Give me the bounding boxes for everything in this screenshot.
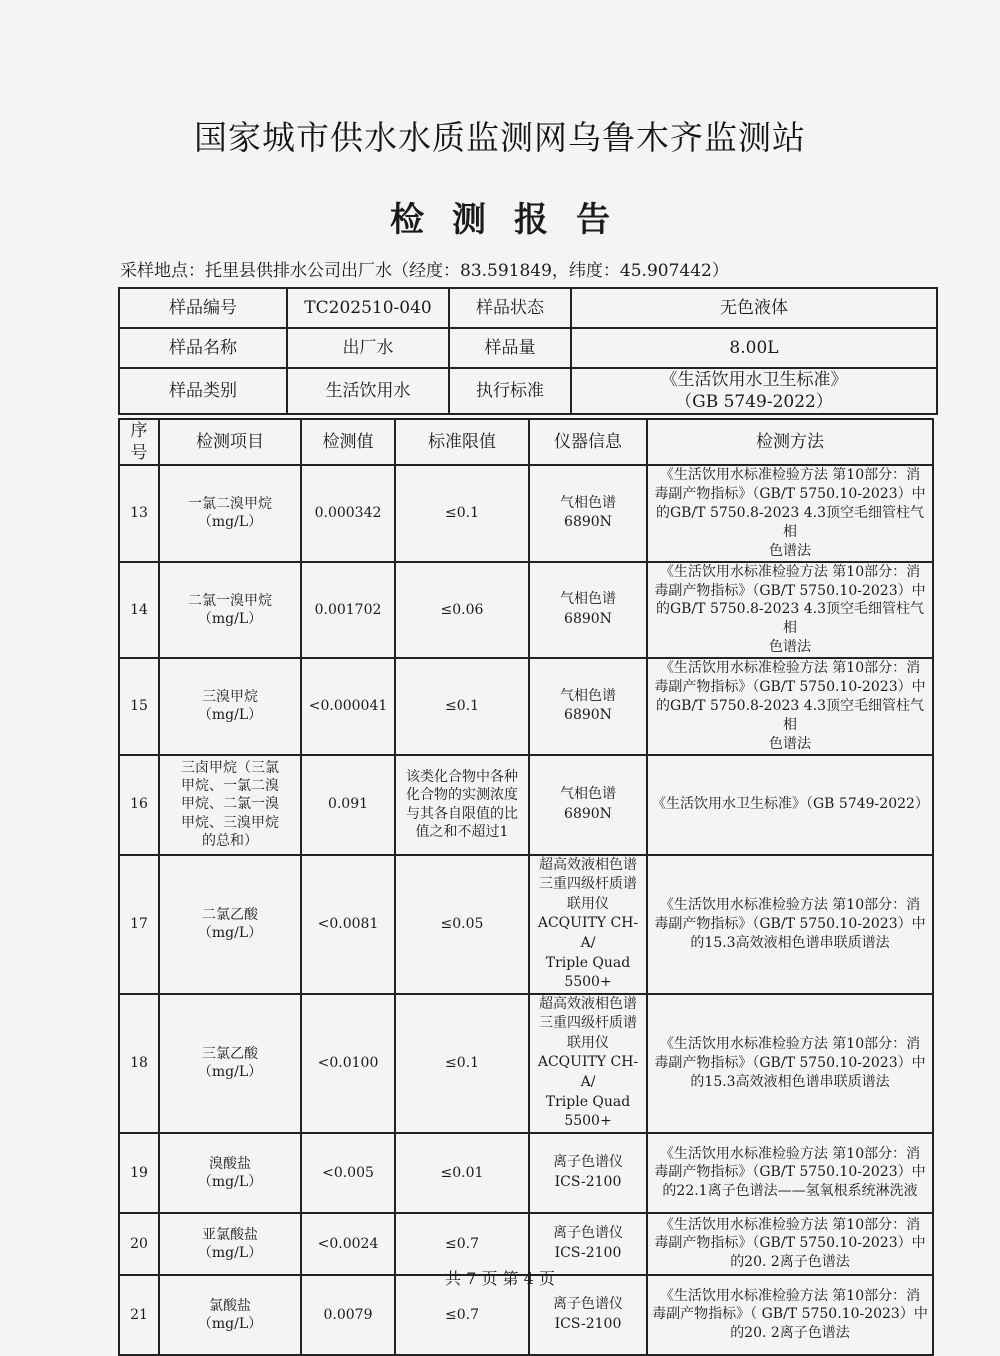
test-item-line: （mg/L） (197, 610, 263, 627)
standard-limit-line: ≤0.7 (445, 1306, 479, 1323)
results-body (119, 465, 933, 1355)
standard-value (571, 368, 937, 414)
instrument-line: Triple Quad (545, 1093, 631, 1110)
test-item (159, 562, 301, 658)
standard-limit (395, 658, 529, 754)
sample-name-label: 样品名称 (119, 328, 287, 368)
instrument-line: 6890N (564, 610, 612, 627)
test-method (647, 755, 933, 855)
test-item-line: 三氯乙酸 (202, 1046, 258, 1063)
test-method-line: 《生活饮用水标准检验方法 第10部分：消 (659, 1145, 921, 1162)
result-row (119, 855, 933, 994)
col-header-limit: 标准限值 (395, 419, 529, 465)
test-item-line: （mg/L） (197, 1315, 263, 1332)
test-method-line: 毒副产物指标》（GB/T 5750.10-2023）中 (654, 678, 926, 695)
instrument-line: 6890N (564, 805, 612, 822)
instrument-info (529, 465, 647, 561)
standard-limit-line: ≤0.1 (445, 698, 479, 715)
test-method-line: 《生活饮用水标准检验方法 第10部分：消 (659, 896, 921, 913)
test-item-line: 的总和） (202, 832, 258, 849)
standard-limit-line: 化合物的实测浓度 (406, 787, 518, 804)
instrument-line: 6890N (564, 514, 612, 531)
test-item-line: （mg/L） (197, 1064, 263, 1081)
test-item-line: 溴酸盐 (209, 1155, 251, 1172)
row-number: 14 (119, 562, 159, 658)
instrument-info (529, 562, 647, 658)
instrument-line: 离子色谱仪 (553, 1154, 623, 1171)
test-method-line: 毒副产物指标》（GB/T 5750.10-2023）中 (654, 486, 926, 503)
sample-state-label: 样品状态 (449, 288, 571, 328)
row-number: 18 (119, 994, 159, 1133)
instrument-line: ICS-2100 (554, 1315, 622, 1332)
test-value: <0.0081 (301, 855, 395, 994)
col-header-value: 检测值 (301, 419, 395, 465)
test-method (647, 994, 933, 1133)
test-method-line: 的15.3高效液相色谱串联质谱法 (690, 934, 890, 951)
instrument-line: 超高效液相色谱 (539, 995, 637, 1012)
row-number: 21 (119, 1275, 159, 1355)
instrument-line: 三重四级杆质谱 (539, 1015, 637, 1032)
test-item-line: 甲烷、三溴甲烷 (181, 814, 279, 831)
row-number: 15 (119, 658, 159, 754)
report-title: 检测报告 (390, 200, 638, 240)
sample-info-row (119, 328, 937, 368)
test-item-line: 氯酸盐 (209, 1297, 251, 1314)
sample-amount-value: 8.00L (571, 328, 937, 368)
test-method-line: 的GB/T 5750.8-2023 4.3顶空毛细管柱气相 (655, 504, 925, 540)
test-method (647, 562, 933, 658)
test-method-line: 毒副产物指标》（GB/T 5750.10-2023）中 (654, 1164, 926, 1181)
instrument-line: ICS-2100 (554, 1173, 622, 1190)
test-method-line: 的15.3高效液相色谱串联质谱法 (690, 1073, 890, 1090)
result-row (119, 755, 933, 855)
test-method-line: 的20. 2离子色谱法 (730, 1254, 850, 1271)
test-method-line: 《生活饮用水标准检验方法 第10部分：消 (659, 1035, 921, 1052)
test-method-line: 《生活饮用水标准检验方法 第10部分：消 (659, 1216, 921, 1233)
instrument-line: 三重四级杆质谱 (539, 876, 637, 893)
test-method-line: 《生活饮用水标准检验方法 第10部分：消 (659, 660, 921, 677)
result-row (119, 658, 933, 754)
sample-info-row (119, 368, 937, 414)
instrument-line: 6890N (564, 707, 612, 724)
test-item (159, 658, 301, 754)
standard-limit (395, 562, 529, 658)
sample-state-value: 无色液体 (571, 288, 937, 328)
row-number: 19 (119, 1133, 159, 1213)
col-header-method: 检测方法 (647, 419, 933, 465)
result-row (119, 562, 933, 658)
instrument-line: 气相色谱 (560, 591, 616, 608)
row-number: 17 (119, 855, 159, 994)
standard-limit-line: ≤0.7 (445, 1235, 479, 1252)
test-item-line: 亚氯酸盐 (202, 1226, 258, 1243)
standard-limit-line: ≤0.06 (440, 601, 484, 618)
instrument-line: ACQUITY CH-A/ (537, 915, 639, 951)
test-value: <0.005 (301, 1133, 395, 1213)
standard-limit-line: 与其各自限值的比 (406, 805, 518, 822)
test-value: 0.000342 (301, 465, 395, 561)
instrument-line: ICS-2100 (554, 1244, 622, 1261)
test-item (159, 465, 301, 561)
test-item (159, 755, 301, 855)
test-item-line: 甲烷、二氯一溴 (181, 796, 279, 813)
standard-limit (395, 855, 529, 994)
test-method-line: 毒副产物指标》（GB/T 5750.10-2023）中 (654, 1054, 926, 1071)
result-row (119, 465, 933, 561)
test-item (159, 994, 301, 1133)
test-item-line: （mg/L） (197, 707, 263, 724)
standard-limit (395, 465, 529, 561)
test-method-line: 的GB/T 5750.8-2023 4.3顶空毛细管柱气相 (655, 601, 925, 637)
test-value: 0.0079 (301, 1275, 395, 1355)
test-item-line: 三卤甲烷（三氯 (181, 760, 279, 777)
results-table (118, 418, 934, 1356)
test-item-line: 一氯二溴甲烷 (188, 496, 272, 513)
test-item-line: 三溴甲烷 (202, 689, 258, 706)
test-item-line: （mg/L） (197, 514, 263, 531)
result-row (119, 1133, 933, 1213)
test-method-line: 色谱法 (769, 639, 811, 656)
test-method (647, 658, 933, 754)
test-method (647, 1133, 933, 1213)
test-method-line: 《生活饮用水标准检验方法 第10部分：消 (659, 1287, 921, 1304)
test-value: 0.091 (301, 755, 395, 855)
instrument-info (529, 855, 647, 994)
sample-info-table (118, 287, 938, 415)
page-number: 共 7 页 第 4 页 (445, 1269, 555, 1288)
standard-line: 《生活饮用水卫生标准》 (660, 370, 848, 390)
sampling-site: 采样地点：托里县供排水公司出厂水（经度：83.591849，纬度：45.907442） (120, 261, 729, 281)
standard-label: 执行标准 (449, 368, 571, 414)
sample-category-value: 生活饮用水 (287, 368, 449, 414)
standard-limit-line: 值之和不超过1 (415, 823, 509, 840)
standard-limit-line: ≤0.1 (445, 1055, 479, 1072)
test-item-line: 二氯乙酸 (202, 906, 258, 923)
instrument-line: 联用仪 (567, 1034, 609, 1051)
test-method-line: 的20. 2离子色谱法 (730, 1325, 850, 1342)
test-item-line: （mg/L） (197, 925, 263, 942)
test-method-line: 的22.1离子色谱法——氢氧根系统淋洗液 (662, 1183, 918, 1200)
test-item-line: 甲烷、一氯二溴 (181, 778, 279, 795)
sample-no-label: 样品编号 (119, 288, 287, 328)
results-header-row (119, 419, 933, 465)
instrument-line: 离子色谱仪 (553, 1296, 623, 1313)
test-value: <0.0100 (301, 994, 395, 1133)
test-method-line: 毒副产物指标》（GB/T 5750.10-2023）中 (654, 582, 926, 599)
test-method-line: 《生活饮用水标准检验方法 第10部分：消 (659, 563, 921, 580)
standard-limit-line: ≤0.01 (440, 1164, 484, 1181)
test-method-line: 毒副产物指标》（GB/T 5750.10-2023）中 (654, 1235, 926, 1252)
test-value: <0.000041 (301, 658, 395, 754)
col-header-item: 检测项目 (159, 419, 301, 465)
test-method-line: 色谱法 (769, 542, 811, 559)
test-method-line: 毒副产物指标》（GB/T 5750.10-2023）中 (654, 915, 926, 932)
test-item-line: （mg/L） (197, 1244, 263, 1261)
standard-limit-line: ≤0.05 (440, 916, 484, 933)
instrument-line: 气相色谱 (560, 687, 616, 704)
standard-limit (395, 1133, 529, 1213)
sample-amount-label: 样品量 (449, 328, 571, 368)
instrument-line: ACQUITY CH-A/ (537, 1054, 639, 1091)
standard-limit (395, 755, 529, 855)
instrument-line: 联用仪 (567, 895, 609, 912)
col-header-no: 序号 (119, 419, 159, 465)
instrument-info (529, 755, 647, 855)
instrument-line: 气相色谱 (560, 785, 616, 802)
instrument-info (529, 658, 647, 754)
sample-name-value: 出厂水 (287, 328, 449, 368)
organization-name: 国家城市供水水质监测网乌鲁木齐监测站 (194, 118, 806, 157)
result-row (119, 994, 933, 1133)
test-method-line: 《生活饮用水卫生标准》（GB 5749-2022） (652, 796, 929, 813)
sample-category-label: 样品类别 (119, 368, 287, 414)
instrument-info (529, 1133, 647, 1213)
test-value: 0.001702 (301, 562, 395, 658)
test-method (647, 465, 933, 561)
test-method-line: 毒副产物指标》（ GB/T 5750.10-2023）中 (652, 1306, 928, 1323)
test-item-line: 二氯一溴甲烷 (188, 592, 272, 609)
row-number: 20 (119, 1213, 159, 1275)
test-item (159, 855, 301, 994)
test-method-line: 的GB/T 5750.8-2023 4.3顶空毛细管柱气相 (655, 697, 925, 733)
col-header-instrument: 仪器信息 (529, 419, 647, 465)
instrument-line: 超高效液相色谱 (539, 856, 637, 873)
row-number: 13 (119, 465, 159, 561)
sample-info-row (119, 288, 937, 328)
standard-limit-line: 该类化合物中各种 (406, 769, 518, 786)
instrument-line: 气相色谱 (560, 494, 616, 511)
standard-limit-line: ≤0.1 (445, 505, 479, 522)
instrument-line: 离子色谱仪 (553, 1225, 623, 1242)
standard-limit (395, 994, 529, 1133)
test-item (159, 1133, 301, 1213)
standard-line: （GB 5749-2022） (675, 392, 833, 413)
instrument-info (529, 994, 647, 1133)
instrument-line: Triple Quad (545, 954, 631, 971)
test-item-line: （mg/L） (197, 1173, 263, 1190)
test-value: <0.0024 (301, 1213, 395, 1275)
instrument-line: 5500+ (564, 974, 612, 991)
test-method-line: 色谱法 (769, 735, 811, 752)
sample-no-value: TC202510-040 (287, 288, 449, 328)
row-number: 16 (119, 755, 159, 855)
test-method-line: 《生活饮用水标准检验方法 第10部分：消 (659, 467, 921, 484)
instrument-line: 5500+ (564, 1113, 612, 1130)
test-method (647, 855, 933, 994)
